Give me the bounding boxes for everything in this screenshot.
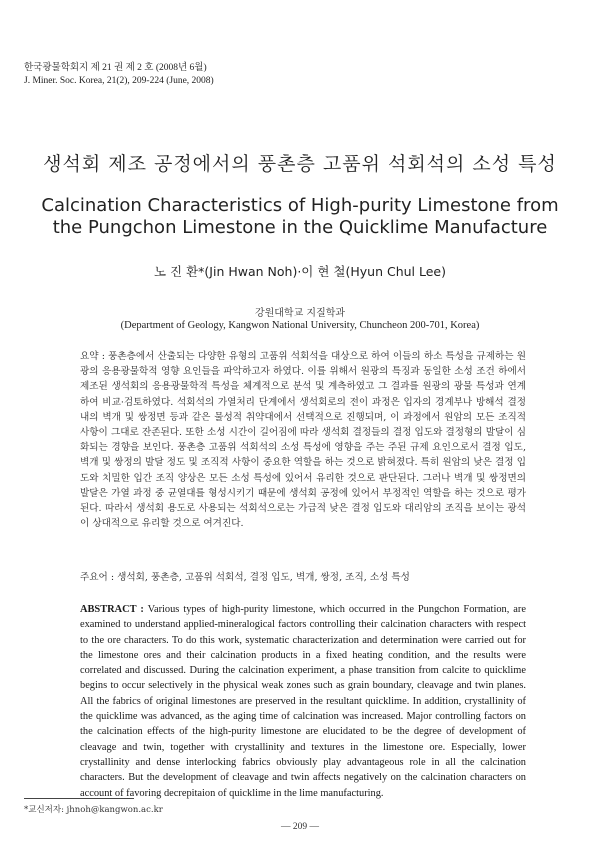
abstract-label: ABSTRACT : xyxy=(80,604,144,615)
keywords-korean: 주요어 : 생석회, 풍촌층, 고품위 석회석, 결정 입도, 벽개, 쌍정, 조직, 소성 특성 xyxy=(80,572,410,583)
abstract-korean: 요약 : 풍촌층에서 산출되는 다양한 유형의 고품위 석회석을 대상으로 하여 이들의 하소 특성을 규제하는 원광의 응용광물학적 영향 요인들을 파악하고자 하였다. 이를 위해서 원광의 특징과 동일한 소성 조건 하에서 제조된 생석회의 응용광물학적 특성을 체계적으로 분석 및 계측하였고 그 결과를 원광의 광물 특성과 연계하여 비교·검토하였다. 석회석의 가열처리 단계에서 생석회로의 전이 과정은 입자의 경계부나 방해석 결정 내의 벽개 및 쌍정면 등과 같은 물성적 취약대에서 선택적으로 진행되며, 이 과정에서 원암의 모든 조직적 사항이 그대로 잔존된다. 또한 소성 시간이 길어짐에 따라 생석회 결정들의 결정 입도와 결정형의 발달이 심화되는 경향을 보인다. 풍촌층 고품위 석회석의 소성 특성에 영향을 주는 주된 규제 요인으로서 결정 입도, 벽개 및 쌍정의 발달 정도 및 조직적 사항이 중요한 역할을 하는 것으로 밝혀졌다. 특히 원암의 낮은 결정 입도와 치밀한 입간 조직 양상은 모든 소성 특성에 있어서 유리한 것으로 판단된다. 그러나 벽개 및 쌍정면의 발달은 가열 과정 중 균열대를 형성시키기 때문에 생석회 공정에 있어서 부정적인 역할을 하는 것으로 평가된다. 따라서 생석회 용도로 사용되는 석회석으로는 가급적 낮은 결정 입도와 대리암의 조직을 보이는 광석이 상대적으로 유리할 것으로 여겨진다. xyxy=(80,351,526,530)
authors: 노 진 환*(Jin Hwan Noh)·이 현 철(Hyun Chul Lee) xyxy=(154,264,446,279)
affiliation-korean: 강원대학교 지질학과 xyxy=(254,308,346,319)
journal-citation xyxy=(24,62,214,88)
footnote-corresponding-author: *교신저자: jhnoh@kangwon.ac.kr xyxy=(24,805,163,815)
journal-citation-ko: 한국광물학회지 제 21 권 제 2 호 (2008년 6월) xyxy=(24,63,207,73)
footnote-divider xyxy=(24,798,134,799)
abstract-english xyxy=(80,602,526,801)
abstract-english-text: Various types of high-purity limestone, which occurred in the Pungchon Formation, are examined to understand applied-mineralogical factors controlling their calcination characters with respect to the ore characters. To do this work, systematic characterization and determination were carried out for the limestone ores and their calcination products in a fixed heating condition, and the results were correlated and discussed. During the calcination experiment, a phase transition from calcite to quicklime begins to occur selectively in the physical weak zones such as grain boundary, cleavage and twin planes. All the fabrics of original limestones are preserved in the resultant quicklime. In addition, crystallinity of the quicklime was advanced, as the aging time of calcination was increased. Major controlling factors on the calcination effects of the high-purity limestone are elucidated to be the degree of development of cleavage and twin, together with crystallinity and textures in the limestone ore. Especially, lower crystallinity and dense interlocking fabrics obviously play advantageous role in all the calcination characters. But the development of cleavage and twin affects negatively on the calcination characters on account of favoring decrepitaion of quicklime in the lime manufacturing. xyxy=(80,604,526,799)
title-english: Calcination Characteristics of High-purity Limestone from the Pungchon Limestone in the Quicklime Manufacture xyxy=(41,195,559,238)
affiliation-english: (Department of Geology, Kangwon National University, Chuncheon 200-701, Korea) xyxy=(120,320,480,331)
title-korean: 생석회 제조 공정에서의 풍촌층 고품위 석회석의 소성 특성 xyxy=(43,153,557,175)
journal-citation-en: J. Miner. Soc. Korea, 21(2), 209-224 (June, 2008) xyxy=(24,76,214,86)
page-number: — 209 — xyxy=(281,822,319,832)
